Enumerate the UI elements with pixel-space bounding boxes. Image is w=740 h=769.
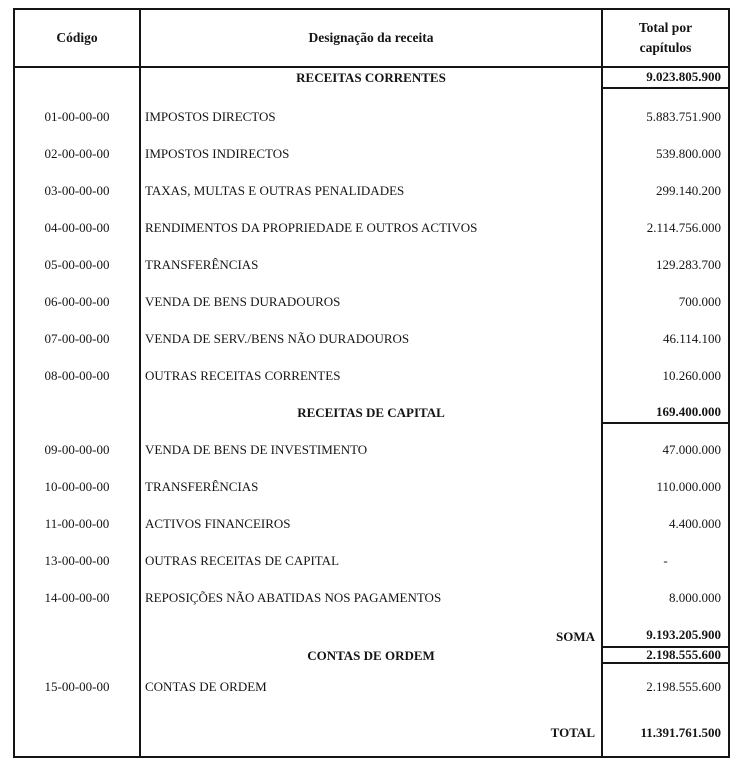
row-designation-cell	[141, 247, 603, 284]
section-total-cell	[603, 395, 728, 432]
row-value-cell	[603, 210, 728, 247]
row-designation: TRANSFERÊNCIAS	[145, 257, 259, 273]
col-header-codigo	[15, 10, 141, 68]
row-designation: ACTIVOS FINANCEIROS	[145, 516, 291, 532]
soma-label: SOMA	[556, 629, 595, 645]
row-designation-cell	[141, 136, 603, 173]
row-code: 15-00-00-00	[44, 678, 110, 694]
row-value-cell	[603, 543, 728, 580]
row-designation: VENDA DE BENS DURADOUROS	[145, 294, 341, 310]
row-code: 11-00-00-00	[44, 516, 110, 532]
row-code: 09-00-00-00	[44, 442, 110, 458]
row-code-cell	[15, 617, 141, 648]
section-total-value: 2.198.555.600	[646, 648, 721, 662]
row-code: 10-00-00-00	[44, 479, 110, 495]
row-designation: OUTRAS RECEITAS CORRENTES	[145, 368, 341, 384]
row-code: 14-00-00-00	[44, 590, 110, 606]
soma-value: 9.193.205.900	[646, 627, 721, 643]
row-value: 700.000	[678, 294, 721, 310]
row-value: 110.000.000	[656, 479, 721, 495]
row-designation: VENDA DE SERV./BENS NÃO DURADOUROS	[145, 331, 410, 347]
section-label-text: CONTAS DE ORDEM	[307, 648, 435, 663]
row-value: 5.883.751.900	[646, 109, 721, 125]
row-code: 04-00-00-00	[44, 220, 110, 236]
row-designation-cell	[141, 321, 603, 358]
row-value: 539.800.000	[656, 146, 721, 162]
row-code: 03-00-00-00	[44, 183, 110, 199]
section-label	[141, 68, 603, 99]
section-total-value: 9.023.805.900	[603, 68, 728, 89]
row-value-cell	[603, 580, 728, 617]
row-designation: TAXAS, MULTAS E OUTRAS PENALIDADES	[145, 183, 405, 199]
section-label-text: RECEITAS DE CAPITAL	[297, 405, 445, 421]
row-value: 129.283.700	[656, 257, 721, 273]
row-code-cell	[15, 284, 141, 321]
row-value-cell	[603, 284, 728, 321]
row-designation-cell	[141, 284, 603, 321]
row-code: 07-00-00-00	[44, 331, 110, 347]
row-value-cell	[603, 321, 728, 358]
row-value: 2.198.555.600	[646, 678, 721, 694]
row-designation-cell	[141, 664, 603, 710]
row-code-cell	[15, 469, 141, 506]
row-value: 299.140.200	[656, 183, 721, 199]
soma-value-cell	[603, 617, 728, 648]
col-header-total	[603, 10, 728, 68]
section-total-cell	[603, 68, 728, 99]
section-label	[141, 395, 603, 432]
row-code: 08-00-00-00	[44, 368, 110, 384]
row-value-cell	[603, 173, 728, 210]
row-code-cell	[15, 432, 141, 469]
row-value: 2.114.756.000	[646, 220, 721, 236]
row-designation-cell	[141, 99, 603, 136]
row-value-cell	[603, 664, 728, 710]
row-designation: IMPOSTOS DIRECTOS	[145, 109, 276, 125]
row-value-cell	[603, 469, 728, 506]
row-code-cell	[15, 136, 141, 173]
total-label-cell	[141, 710, 603, 756]
row-value: 10.260.000	[662, 368, 721, 384]
row-designation: OUTRAS RECEITAS DE CAPITAL	[145, 553, 340, 569]
row-code: 13-00-00-00	[44, 553, 110, 569]
col-header-designacao-label: Designação da receita	[308, 30, 434, 46]
row-code-cell	[15, 395, 141, 432]
row-code-cell	[15, 664, 141, 710]
row-code-cell	[15, 580, 141, 617]
col-header-codigo-label: Código	[56, 30, 98, 46]
row-value: 8.000.000	[669, 590, 721, 606]
row-code-cell	[15, 99, 141, 136]
section-label-text: RECEITAS CORRENTES	[296, 70, 446, 85]
row-designation-cell	[141, 543, 603, 580]
row-designation: TRANSFERÊNCIAS	[145, 479, 259, 495]
row-designation: VENDA DE BENS DE INVESTIMENTO	[145, 442, 368, 458]
row-code-cell	[15, 648, 141, 664]
row-value-cell	[603, 247, 728, 284]
total-label: TOTAL	[550, 724, 595, 740]
row-value-cell	[603, 99, 728, 136]
row-code: 02-00-00-00	[44, 146, 110, 162]
row-code-cell	[15, 506, 141, 543]
row-code: 06-00-00-00	[44, 294, 110, 310]
row-code-cell	[15, 321, 141, 358]
row-designation-cell	[141, 580, 603, 617]
soma-label-cell	[141, 617, 603, 648]
row-designation-cell	[141, 210, 603, 247]
row-designation-cell	[141, 358, 603, 395]
row-code-cell	[15, 358, 141, 395]
section-total-cell	[603, 648, 728, 664]
total-value: 11.391.761.500	[640, 724, 721, 740]
row-value-cell	[603, 432, 728, 469]
row-designation-cell	[141, 173, 603, 210]
section-label	[141, 648, 603, 664]
section-total-value: 169.400.000	[603, 403, 728, 424]
row-code-cell	[15, 543, 141, 580]
row-value: -	[663, 553, 668, 569]
row-code-cell	[15, 210, 141, 247]
row-value-cell	[603, 506, 728, 543]
row-code-cell	[15, 68, 141, 99]
row-value-cell	[603, 136, 728, 173]
row-code-cell	[15, 247, 141, 284]
row-code: 01-00-00-00	[44, 109, 110, 125]
row-code-cell	[15, 173, 141, 210]
total-value-cell	[603, 710, 728, 756]
row-code-cell	[15, 710, 141, 756]
row-value-cell	[603, 358, 728, 395]
row-designation-cell	[141, 506, 603, 543]
row-value: 47.000.000	[662, 442, 721, 458]
col-header-designacao	[141, 10, 603, 68]
row-designation-cell	[141, 469, 603, 506]
col-header-total-label: Total por capítulos	[638, 20, 693, 55]
row-code: 05-00-00-00	[44, 257, 110, 273]
row-value: 4.400.000	[669, 516, 721, 532]
row-designation: CONTAS DE ORDEM	[145, 678, 267, 694]
row-designation: RENDIMENTOS DA PROPRIEDADE E OUTROS ACTIVOS	[145, 220, 478, 236]
row-value: 46.114.100	[662, 331, 721, 347]
row-designation: REPOSIÇÕES NÃO ABATIDAS NOS PAGAMENTOS	[145, 590, 442, 606]
row-designation-cell	[141, 432, 603, 469]
revenue-budget-table	[13, 8, 730, 758]
row-designation: IMPOSTOS INDIRECTOS	[145, 146, 290, 162]
